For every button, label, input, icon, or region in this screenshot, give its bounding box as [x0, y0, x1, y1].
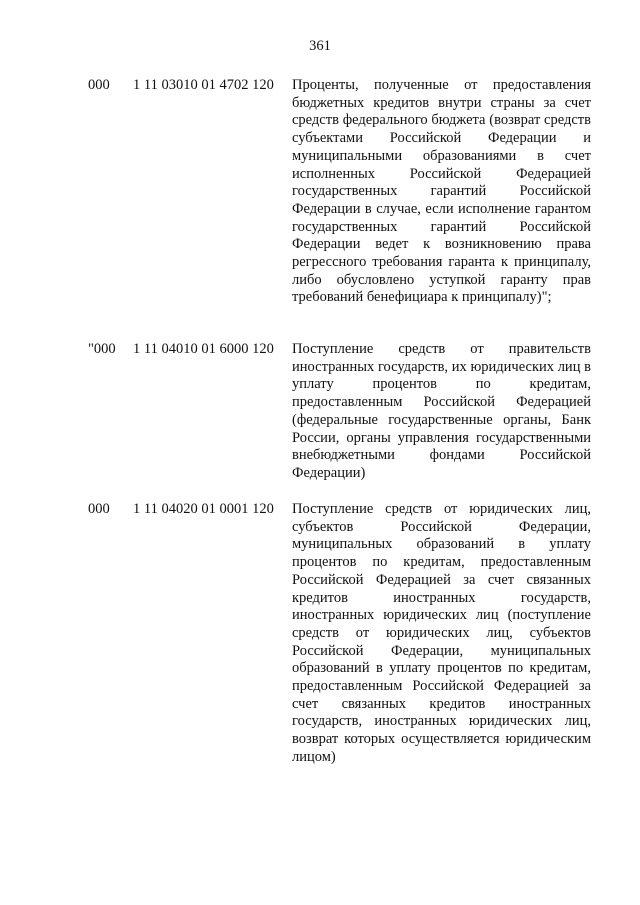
income-description: Проценты, полученные от предоставления бюджетных кредитов внутри страны за счет средств федерального бюджета (возврат средств субъектами Российской Федерации и муниципальными образованиями в счет исполненных Российской Федерацией государственных гарантий Российской Федерации в случае, если исполнение гарантом государственных гарантий Российской Федерации ведет к возникновению права регрессного требования гаранта к принципалу, либо обусловлено уступкой гаранту прав требований бенефициара к принципалу)";	[292, 77, 591, 306]
page-number: 361	[309, 38, 331, 54]
budget-classification-code: 1 11 03010 01 4702 120	[133, 77, 274, 93]
budget-classification-code: 1 11 04020 01 0001 120	[133, 501, 274, 517]
income-description: Поступление средств от правительств иностранных государств, их юридических лиц в уплату процентов по кредитам, предоставленным Российской Федерацией (федеральные государственные органы, Банк России, органы управления государственными внебюджетными фондами Российской Федерации)	[292, 341, 591, 481]
administrator-code: "000	[88, 341, 116, 357]
budget-classification-code: 1 11 04010 01 6000 120	[133, 341, 274, 357]
administrator-code: 000	[88, 77, 110, 93]
income-description: Поступление средств от юридических лиц, субъектов Российской Федерации, муниципальных образований в уплату процентов по кредитам, предоставленным Российской Федерацией за счет связанных кредитов иностранных государств, иностранных юридических лиц (поступление средств от юридических лиц, субъектов Российской Федерации, муниципальных образований в уплату процентов по кредитам, предоставленным Российской Федерацией за счет связанных кредитов иностранных государств, иностранных юридических лиц, возврат которых осуществляется юридическим лицом)	[292, 501, 591, 765]
administrator-code: 000	[88, 501, 110, 517]
